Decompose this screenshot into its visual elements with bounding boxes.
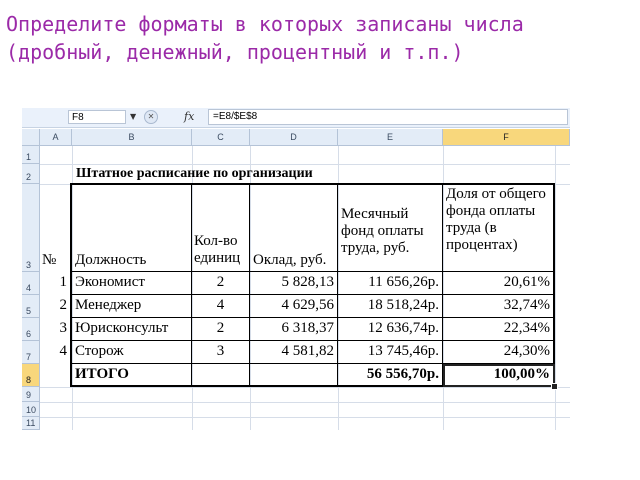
gridline xyxy=(40,387,570,388)
column-header-d[interactable]: D xyxy=(250,129,338,146)
row-header-6[interactable]: 6 xyxy=(22,318,40,341)
name-box-dropdown-icon[interactable]: ▼ xyxy=(130,112,137,121)
fill-handle[interactable] xyxy=(551,383,558,390)
cell-salary[interactable]: 5 828,13 xyxy=(281,274,334,290)
table-border xyxy=(70,183,72,387)
cell-position[interactable]: Экономист xyxy=(75,274,145,290)
slide-title: Определите форматы в которых записаны числа (дробный, денежный, процентный и т.п.) xyxy=(6,12,524,64)
gridline xyxy=(40,417,570,418)
total-fund[interactable]: 56 556,70р. xyxy=(366,366,439,382)
table-border xyxy=(70,183,555,185)
total-label[interactable]: ИТОГО xyxy=(75,366,129,382)
cell-position[interactable]: Юрисконсульт xyxy=(75,320,169,336)
gridline xyxy=(40,164,570,165)
insert-function-button[interactable]: fx xyxy=(184,110,195,123)
cell-count[interactable]: 4 xyxy=(216,297,225,313)
cell-share[interactable]: 24,30% xyxy=(503,343,550,359)
row-header-5[interactable]: 5 xyxy=(22,295,40,318)
cell-position[interactable]: Сторож xyxy=(75,343,124,359)
table-border xyxy=(70,294,555,295)
formula-input[interactable]: =E8/$E$8 xyxy=(208,109,568,125)
column-header-a[interactable]: A xyxy=(40,129,72,146)
row-header-1[interactable]: 1 xyxy=(22,146,40,164)
header-share[interactable]: Доля от общего фонда оплаты труда (в процентах) xyxy=(446,186,546,253)
header-fund[interactable]: Месячный фонд оплаты труда, руб. xyxy=(341,206,424,256)
cell-num[interactable]: 4 xyxy=(59,343,67,359)
cell-count[interactable]: 3 xyxy=(216,343,225,359)
column-header-b[interactable]: B xyxy=(72,129,192,146)
column-header-f[interactable]: F xyxy=(443,129,570,146)
header-num[interactable]: № xyxy=(42,252,57,268)
formula-bar xyxy=(22,108,570,128)
sheet-heading[interactable]: Штатное расписание по организации xyxy=(76,166,313,181)
row-header-3[interactable]: 3 xyxy=(22,184,40,272)
table-border xyxy=(70,317,555,318)
select-all-corner[interactable] xyxy=(22,129,40,146)
row-header-9[interactable]: 9 xyxy=(22,387,40,402)
cell-share[interactable]: 32,74% xyxy=(503,297,550,313)
total-share[interactable]: 100,00% xyxy=(493,366,550,382)
row-header-7[interactable]: 7 xyxy=(22,341,40,364)
column-header-c[interactable]: C xyxy=(192,129,250,146)
row-header-8[interactable]: 8 xyxy=(22,364,40,387)
cell-salary[interactable]: 4 581,82 xyxy=(281,343,334,359)
cell-fund[interactable]: 12 636,74р. xyxy=(367,320,439,336)
cell-num[interactable]: 1 xyxy=(59,274,67,290)
cancel-icon[interactable]: ✕ xyxy=(144,110,158,124)
cell-share[interactable]: 20,61% xyxy=(503,274,550,290)
name-box[interactable]: F8 xyxy=(68,110,126,124)
row-header-4[interactable]: 4 xyxy=(22,272,40,295)
row-header-2[interactable]: 2 xyxy=(22,164,40,184)
cell-count[interactable]: 2 xyxy=(216,274,225,290)
header-salary[interactable]: Оклад, руб. xyxy=(253,252,327,268)
cell-fund[interactable]: 18 518,24р. xyxy=(367,297,439,313)
cell-fund[interactable]: 11 656,26р. xyxy=(368,274,439,290)
row-header-11[interactable]: 11 xyxy=(22,417,40,430)
gridline xyxy=(40,402,570,403)
cell-num[interactable]: 2 xyxy=(59,297,67,313)
active-cell-selection[interactable] xyxy=(443,364,555,387)
cell-salary[interactable]: 4 629,56 xyxy=(281,297,334,313)
cell-num[interactable]: 3 xyxy=(59,320,67,336)
table-border xyxy=(70,340,555,341)
cell-position[interactable]: Менеджер xyxy=(75,297,142,313)
column-header-e[interactable]: E xyxy=(338,129,443,146)
cell-fund[interactable]: 13 745,46р. xyxy=(367,343,439,359)
row-header-10[interactable]: 10 xyxy=(22,402,40,417)
cell-salary[interactable]: 6 318,37 xyxy=(281,320,334,336)
header-count[interactable]: Кол-во единиц xyxy=(194,233,241,266)
cell-share[interactable]: 22,34% xyxy=(503,320,550,336)
header-position[interactable]: Должность xyxy=(75,252,147,268)
table-border xyxy=(70,271,555,272)
cell-count[interactable]: 2 xyxy=(216,320,225,336)
